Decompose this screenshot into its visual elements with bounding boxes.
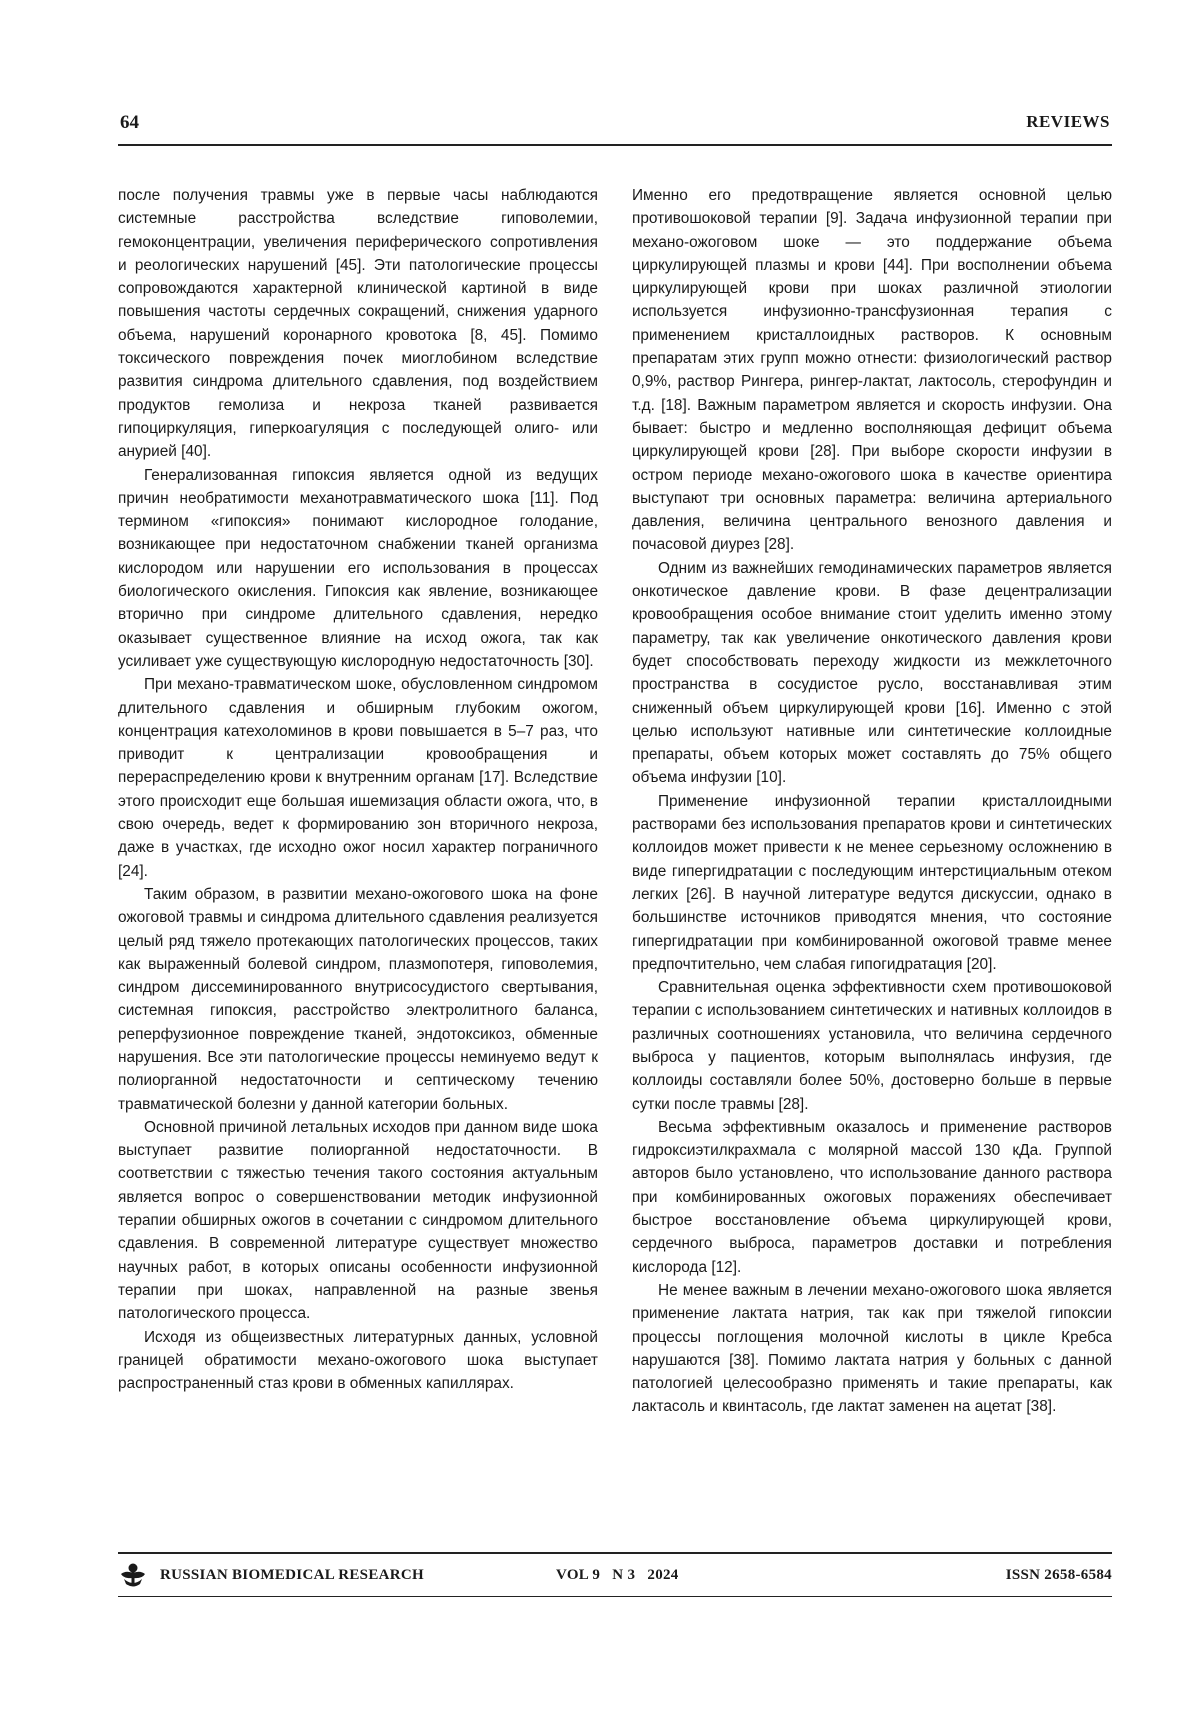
paragraph: Именно его предотвращение является основной целью противошоковой терапии [9]. Задача инфузионной терапии при механо-ожоговом шоке — это поддержание объема циркулирующей плазмы и крови [44]. При восполнении объема циркулирующей крови при шоках различной этиологии используется инфузионно-трансфузионная терапия с применением кристаллоидных растворов. К основным препаратам этих групп можно отнести: физиологический раствор 0,9%, раствор Рингера, рингер-лактат, лактосоль, стерофундин и т.д. [18]. Важным параметром является и скорость инфузии. Она бывает: быстро и медленно восполняющая дефицит объема циркулирующей крови [28]. При выборе скорости инфузии в остром периоде механо-ожогового шока в качестве ориентира выступают три основных параметра: величина артериального давления, величина центрального венозного давления и почасовой диурез [28]. [632,187,1112,554]
running-header [120,112,1110,136]
paragraph: Таким образом, в развитии механо-ожогового шока на фоне ожоговой травмы и синдрома длительного сдавления реализуется целый ряд тяжело протекающих патологических процессов, таких как выраженный болевой синдром, плазмопотеря, гиповолемия, синдром диссеминированного внутрисосудистого свертывания, системная гипоксия, расстройство электролитного баланса, реперфузионное повреждение тканей, эндотоксикоз, обменные нарушения. Все эти патологические процессы неминуемо ведут к полиорганной недостаточности и септическому течению травматической болезни у данной категории больных. [118,885,598,1113]
left-column [118,184,598,1395]
footer-rule-top [118,1552,1112,1554]
paragraph: Одним из важнейших гемодинамических параметров является онкотическое давление крови. В фазе децентрализации кровообращения особое внимание стоит уделить именно этому параметру, так как увеличение онкотического давления крови будет способствовать переходу жидкости из межклеточного пространства в сосудистое русло, восстанавливая этим сниженный объем циркулирующей крови [16]. Именно с этой целью используют нативные или синтетические коллоидные препараты, объем которых может составлять до 75% общего объема инфузии [10]. [632,559,1112,787]
footer-rule-bottom [118,1596,1112,1597]
paragraph: Сравнительная оценка эффективности схем противошоковой терапии с использованием синтетических и нативных коллоидов в различных соотношениях установила, что величина сердечного выброса у пациентов, которым выполнялась инфузия, где коллоиды составляли более 50%, достоверно больше в первые сутки после травмы [28]. [632,979,1112,1113]
paragraph: после получения травмы уже в первые часы наблюдаются системные расстройства вследствие гиповолемии, гемоконцентрации, увеличения периферического сопротивления и реологических нарушений [45]. Эти патологические процессы сопровождаются характерной клинической картиной в виде повышения частоты сердечных сокращений, снижения ударного объема, нарушений коронарного кровотока [8, 45]. Помимо токсического повреждения почек миоглобином вследствие развития синдрома длительного сдавления, под воздействием продуктов гемолиза и некроза тканей развивается гипоциркуляция, гиперкоагуляция с последующей олиго- или анурией [40]. [118,187,598,461]
paragraph: Исходя из общеизвестных литературных данных, условной границей обратимости механо-ожогового шока выступает распространенный стаз крови в обменных капиллярах. [118,1328,598,1393]
journal-name: RUSSIAN BIOMEDICAL RESEARCH [160,1567,424,1583]
paragraph: Генерализованная гипоксия является одной из ведущих причин необратимости механотравматического шока [11]. Под термином «гипоксия» понимают кислородное голодание, возникающее при недостаточном снабжении тканей организма кислородом или нарушении его использования в процессах биологического окисления. Гипоксия как явление, возникающее вторично при синдроме длительного сдавления, нередко оказывает существенное влияние на исход ожога, так как усиливает уже существующую кислородную недостаточность [30]. [118,466,598,670]
right-column [632,184,1112,1419]
issn: ISSN 2658-6584 [1005,1567,1112,1583]
paragraph: Весьма эффективным оказалось и применение растворов гидроксиэтилкрахмала с молярной массой 130 кДа. Группой авторов было установлено, что использование данного раствора при комбинированных ожоговых поражениях обеспечивает быстрое восстановление объема циркулирующей крови, сердечного выброса, параметров доставки и потребления кислорода [12]. [632,1118,1112,1276]
section-title: REVIEWS [1026,112,1110,131]
paragraph: Не менее важным в лечении механо-ожогового шока является применение лактата натрия, так как при тяжелой гипоксии процессы поглощения молочной кислоты в цикле Кребса нарушаются [38]. Помимо лактата натрия у больных с данной патологией целесообразно применять и такие препараты, как лактасоль и квинтасоль, где лактат заменен на ацетат [38]. [632,1281,1112,1416]
volume-issue: VOL 9 N 3 2024 [556,1567,679,1583]
paragraph: Применение инфузионной терапии кристаллоидными растворами без использования препаратов крови и синтетических коллоидов может привести к не менее серьезному осложнению в виде гипергидратации с последующим интерстициальным отеком легких [26]. В научной литературе ведутся дискуссии, однако в большинстве источников приводятся мнения, что состояние гипергидратации при комбинированной ожоговой травме менее предпочтительно, чем слабая гипогидратация [20]. [632,792,1112,973]
running-footer [118,1560,1112,1590]
page-number: 64 [120,112,139,133]
paragraph: При механо-травматическом шоке, обусловленном синдромом длительного сдавления и обширным глубоким ожогом, концентрация катехоломинов в крови повышается в 5–7 раз, что приводит к централизации кровообращения и перераспределению крови к внутренним органам [17]. Вследствие этого происходит еще большая ишемизация области ожога, что, в свою очередь, ведет к формированию зон вторичного некроза, даже в участках, где исходно ожог носил характер пограничного [24]. [118,676,598,880]
paragraph: Основной причиной летальных исходов при данном виде шока выступает развитие полиорганной недостаточности. В соответствии с тяжестью течения такого состояния актуальным является вопрос о совершенствовании методик инфузионной терапии обширных ожогов в сочетании с синдромом длительного сдавления. В современной литературе существует множество научных работ, в которых описаны особенности инфузионной терапии при шоках, направленной на разные звенья патологического процесса. [118,1118,598,1323]
header-rule [118,144,1112,146]
journal-emblem-icon [118,1560,148,1590]
